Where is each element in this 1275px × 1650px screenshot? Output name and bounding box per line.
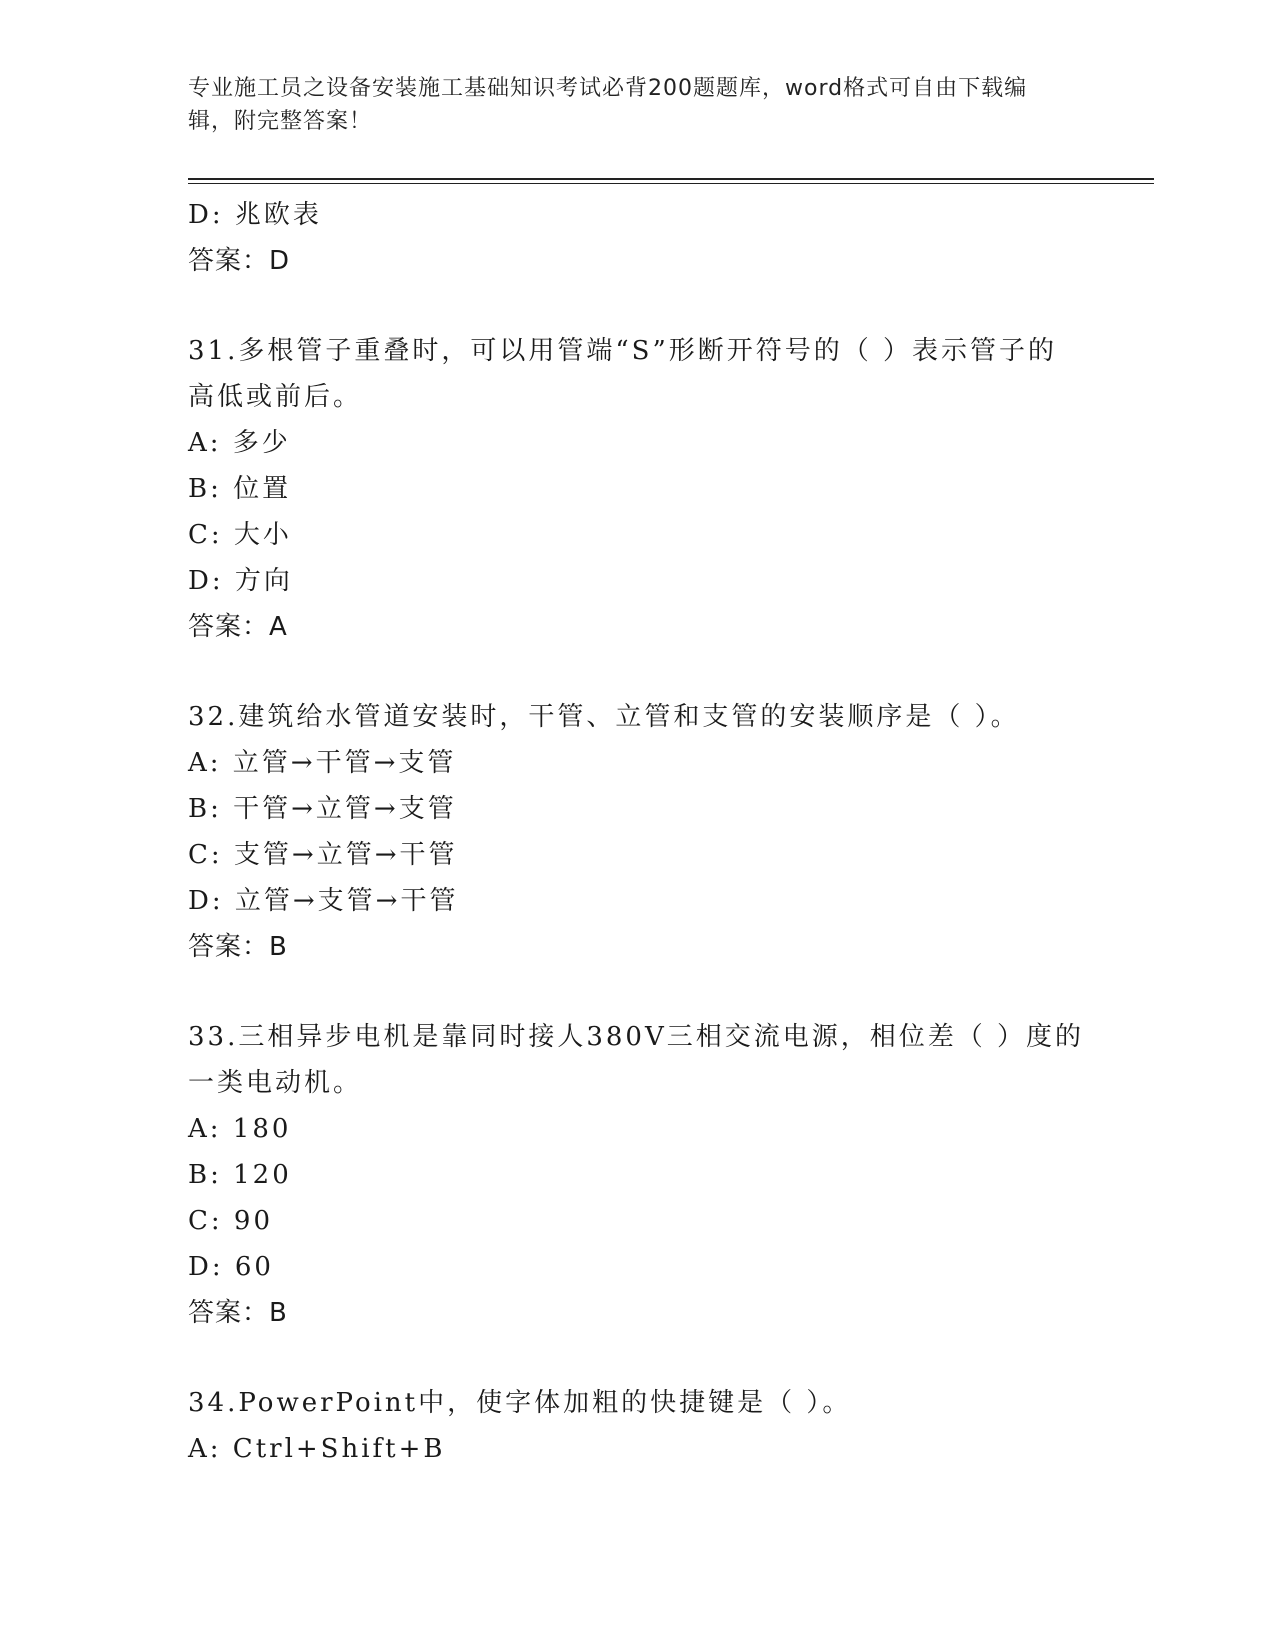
option-d: D: 方向 bbox=[188, 566, 293, 596]
answer: 答案：B bbox=[188, 932, 288, 962]
option-b: B: 位置 bbox=[188, 474, 292, 504]
option-d: D: 立管→支管→干管 bbox=[188, 886, 459, 916]
question-text-continued: 一类电动机。 bbox=[188, 1068, 363, 1098]
question-text-continued: 高低或前后。 bbox=[188, 382, 363, 412]
option-b: B: 120 bbox=[188, 1160, 292, 1190]
question-block bbox=[188, 694, 1088, 970]
carryover-answer: 答案：D bbox=[188, 246, 291, 276]
question-text: 32.建筑给水管道安装时，干管、立管和支管的安装顺序是（ ）。 bbox=[188, 702, 1020, 732]
question-text: 34.PowerPoint中，使字体加粗的快捷键是（ ）。 bbox=[188, 1388, 852, 1418]
option-a: A: 180 bbox=[188, 1114, 292, 1144]
answer: 答案：B bbox=[188, 1298, 288, 1328]
header-divider-thick bbox=[188, 178, 1154, 180]
option-a: A: Ctrl+Shift+B bbox=[188, 1434, 446, 1464]
question-block bbox=[188, 1014, 1088, 1336]
spacer bbox=[188, 284, 1088, 328]
question-text: 31.多根管子重叠时，可以用管端“S”形断开符号的（ ）表示管子的 bbox=[188, 336, 1058, 366]
spacer bbox=[188, 1336, 1088, 1380]
question-block bbox=[188, 1380, 1088, 1472]
header-divider-thin bbox=[188, 183, 1154, 184]
option-a: A: 立管→干管→支管 bbox=[188, 748, 457, 778]
answer: 答案：A bbox=[188, 612, 288, 642]
spacer bbox=[188, 650, 1088, 694]
spacer bbox=[188, 970, 1088, 1014]
question-content bbox=[188, 192, 1088, 1472]
option-c: C: 支管→立管→干管 bbox=[188, 840, 458, 870]
option-d: D: 60 bbox=[188, 1252, 274, 1282]
question-text: 33.三相异步电机是靠同时接人380V三相交流电源，相位差（ ）度的 bbox=[188, 1022, 1085, 1052]
carryover-option-d: D: 兆欧表 bbox=[188, 200, 322, 230]
document-header: 专业施工员之设备安装施工基础知识考试必背200题题库，word格式可自由下载编辑，附完整答案！ bbox=[188, 76, 1028, 134]
option-c: C: 大小 bbox=[188, 520, 292, 550]
option-c: C: 90 bbox=[188, 1206, 274, 1236]
option-b: B: 干管→立管→支管 bbox=[188, 794, 457, 824]
option-a: A: 多少 bbox=[188, 428, 291, 458]
question-block bbox=[188, 328, 1088, 650]
